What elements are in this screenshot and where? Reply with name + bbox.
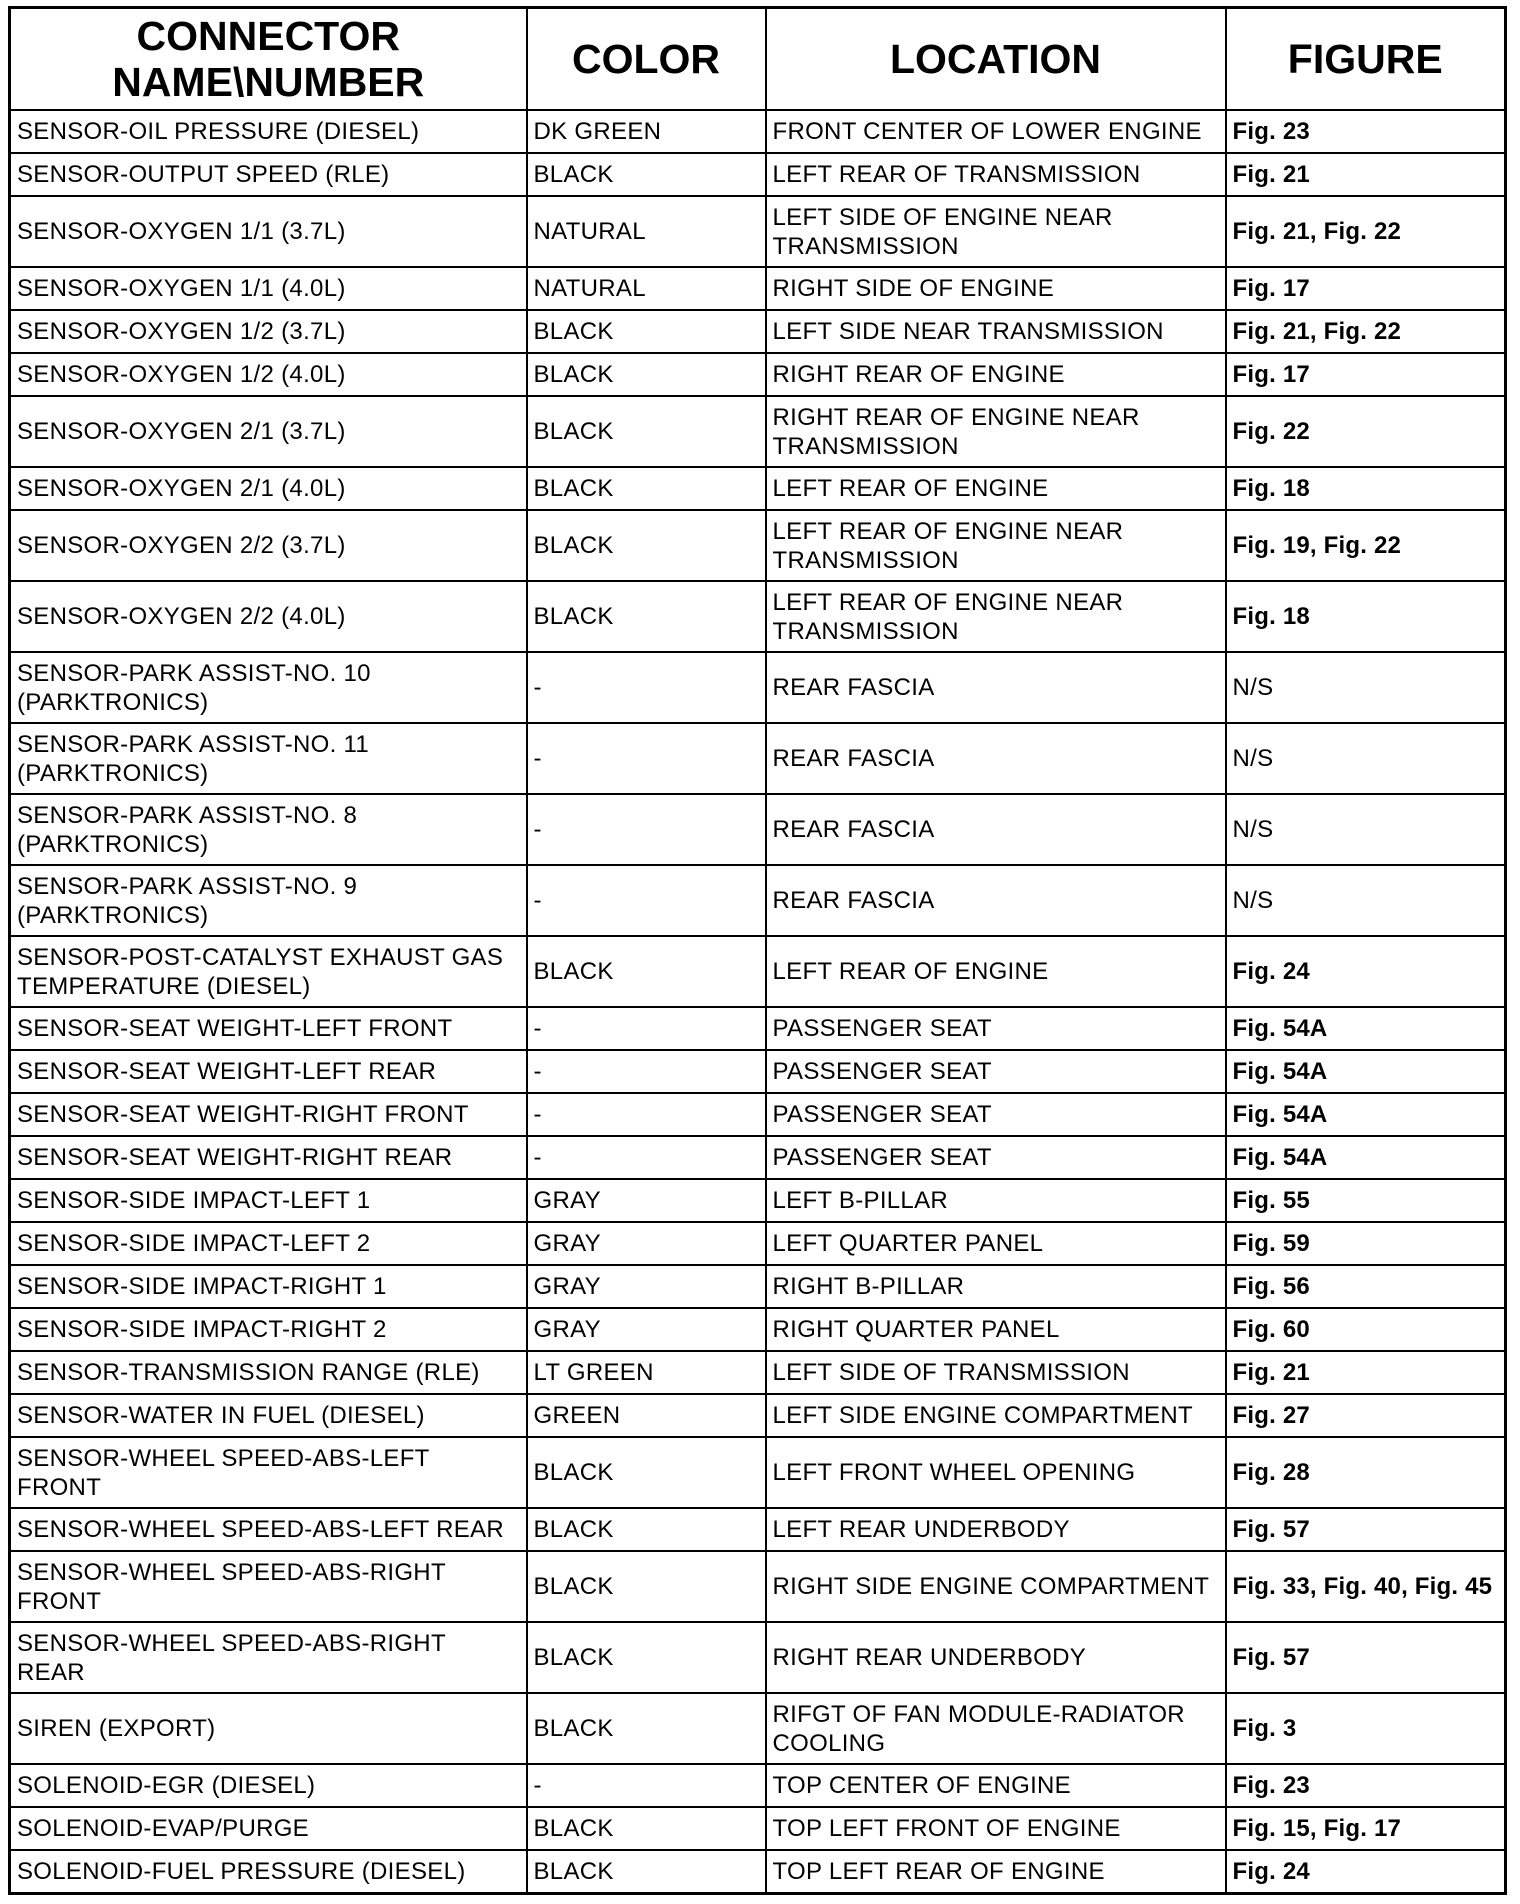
location-cell: PASSENGER SEAT: [766, 1007, 1226, 1050]
color-cell: DK GREEN: [527, 110, 766, 153]
color-cell: -: [527, 1136, 766, 1179]
color-cell: GREEN: [527, 1394, 766, 1437]
connector-name-cell: SENSOR-WHEEL SPEED-ABS-RIGHT REAR: [10, 1622, 527, 1693]
figure-cell: Fig. 21: [1226, 1351, 1506, 1394]
table-row: [10, 794, 1506, 865]
figure-cell: Fig. 60: [1226, 1308, 1506, 1351]
table-row: [10, 1437, 1506, 1508]
location-cell: LEFT SIDE OF ENGINE NEAR TRANSMISSION: [766, 196, 1226, 267]
color-cell: -: [527, 1093, 766, 1136]
table-row: [10, 1136, 1506, 1179]
header-row: [10, 8, 1506, 111]
figure-cell: Fig. 21, Fig. 22: [1226, 310, 1506, 353]
figure-cell: Fig. 57: [1226, 1622, 1506, 1693]
location-cell: LEFT FRONT WHEEL OPENING: [766, 1437, 1226, 1508]
figure-cell: N/S: [1226, 865, 1506, 936]
connector-name-cell: SOLENOID-FUEL PRESSURE (DIESEL): [10, 1850, 527, 1894]
header-connector-line2: NAME\NUMBER: [112, 59, 425, 105]
location-cell: REAR FASCIA: [766, 723, 1226, 794]
color-cell: BLACK: [527, 1693, 766, 1764]
header-figure: FIGURE: [1226, 8, 1506, 111]
header-connector: [10, 8, 527, 111]
color-cell: GRAY: [527, 1308, 766, 1351]
figure-cell: Fig. 56: [1226, 1265, 1506, 1308]
connector-name-cell: SENSOR-OUTPUT SPEED (RLE): [10, 153, 527, 196]
location-cell: RIGHT QUARTER PANEL: [766, 1308, 1226, 1351]
table-row: [10, 1007, 1506, 1050]
location-cell: PASSENGER SEAT: [766, 1136, 1226, 1179]
figure-cell: Fig. 27: [1226, 1394, 1506, 1437]
location-cell: RIGHT SIDE OF ENGINE: [766, 267, 1226, 310]
color-cell: -: [527, 865, 766, 936]
color-cell: BLACK: [527, 467, 766, 510]
connector-name-cell: SENSOR-SIDE IMPACT-RIGHT 2: [10, 1308, 527, 1351]
location-cell: RIFGT OF FAN MODULE-RADIATOR COOLING: [766, 1693, 1226, 1764]
header-location: LOCATION: [766, 8, 1226, 111]
location-cell: RIGHT SIDE ENGINE COMPARTMENT: [766, 1551, 1226, 1622]
connector-name-cell: SENSOR-OXYGEN 2/1 (3.7L): [10, 396, 527, 467]
figure-cell: Fig. 59: [1226, 1222, 1506, 1265]
figure-cell: Fig. 21, Fig. 22: [1226, 196, 1506, 267]
color-cell: BLACK: [527, 1551, 766, 1622]
table-row: [10, 153, 1506, 196]
table-row: [10, 865, 1506, 936]
table-row: [10, 1850, 1506, 1894]
color-cell: -: [527, 1007, 766, 1050]
color-cell: BLACK: [527, 353, 766, 396]
connector-name-cell: SENSOR-POST-CATALYST EXHAUST GAS TEMPERATURE (DIESEL): [10, 936, 527, 1007]
table-row: [10, 1050, 1506, 1093]
location-cell: RIGHT B-PILLAR: [766, 1265, 1226, 1308]
connector-name-cell: SENSOR-SEAT WEIGHT-LEFT REAR: [10, 1050, 527, 1093]
location-cell: LEFT REAR OF TRANSMISSION: [766, 153, 1226, 196]
connector-name-cell: SENSOR-OXYGEN 2/2 (4.0L): [10, 581, 527, 652]
color-cell: BLACK: [527, 1437, 766, 1508]
color-cell: NATURAL: [527, 196, 766, 267]
table-row: [10, 1551, 1506, 1622]
color-cell: -: [527, 1764, 766, 1807]
table-row: [10, 1622, 1506, 1693]
table-row: [10, 1179, 1506, 1222]
location-cell: FRONT CENTER OF LOWER ENGINE: [766, 110, 1226, 153]
location-cell: REAR FASCIA: [766, 865, 1226, 936]
connector-name-cell: SENSOR-SIDE IMPACT-LEFT 2: [10, 1222, 527, 1265]
connector-name-cell: SENSOR-OXYGEN 1/2 (4.0L): [10, 353, 527, 396]
figure-cell: Fig. 24: [1226, 1850, 1506, 1894]
connector-name-cell: SENSOR-SEAT WEIGHT-LEFT FRONT: [10, 1007, 527, 1050]
color-cell: BLACK: [527, 153, 766, 196]
header-color: COLOR: [527, 8, 766, 111]
location-cell: LEFT REAR OF ENGINE: [766, 467, 1226, 510]
connector-name-cell: SENSOR-OXYGEN 2/2 (3.7L): [10, 510, 527, 581]
location-cell: TOP LEFT REAR OF ENGINE: [766, 1850, 1226, 1894]
figure-cell: Fig. 54A: [1226, 1007, 1506, 1050]
table-row: [10, 396, 1506, 467]
table-row: [10, 353, 1506, 396]
table-row: [10, 1351, 1506, 1394]
color-cell: LT GREEN: [527, 1351, 766, 1394]
table-row: [10, 723, 1506, 794]
location-cell: LEFT B-PILLAR: [766, 1179, 1226, 1222]
table-row: [10, 1308, 1506, 1351]
connector-name-cell: SENSOR-PARK ASSIST-NO. 9 (PARKTRONICS): [10, 865, 527, 936]
color-cell: -: [527, 652, 766, 723]
location-cell: LEFT REAR OF ENGINE: [766, 936, 1226, 1007]
connector-name-cell: SENSOR-WHEEL SPEED-ABS-RIGHT FRONT: [10, 1551, 527, 1622]
figure-cell: Fig. 19, Fig. 22: [1226, 510, 1506, 581]
figure-cell: Fig. 15, Fig. 17: [1226, 1807, 1506, 1850]
figure-cell: Fig. 54A: [1226, 1050, 1506, 1093]
location-cell: RIGHT REAR UNDERBODY: [766, 1622, 1226, 1693]
figure-cell: Fig. 55: [1226, 1179, 1506, 1222]
table-row: [10, 510, 1506, 581]
figure-cell: Fig. 22: [1226, 396, 1506, 467]
location-cell: LEFT SIDE OF TRANSMISSION: [766, 1351, 1226, 1394]
table-row: [10, 1764, 1506, 1807]
color-cell: BLACK: [527, 581, 766, 652]
table-row: [10, 1807, 1506, 1850]
table-row: [10, 1265, 1506, 1308]
connector-name-cell: SENSOR-OXYGEN 1/1 (4.0L): [10, 267, 527, 310]
connector-name-cell: SENSOR-TRANSMISSION RANGE (RLE): [10, 1351, 527, 1394]
location-cell: LEFT REAR OF ENGINE NEAR TRANSMISSION: [766, 510, 1226, 581]
color-cell: BLACK: [527, 1508, 766, 1551]
connector-name-cell: SENSOR-WHEEL SPEED-ABS-LEFT REAR: [10, 1508, 527, 1551]
location-cell: TOP CENTER OF ENGINE: [766, 1764, 1226, 1807]
location-cell: TOP LEFT FRONT OF ENGINE: [766, 1807, 1226, 1850]
location-cell: LEFT REAR OF ENGINE NEAR TRANSMISSION: [766, 581, 1226, 652]
location-cell: RIGHT REAR OF ENGINE: [766, 353, 1226, 396]
connector-name-cell: SENSOR-PARK ASSIST-NO. 11 (PARKTRONICS): [10, 723, 527, 794]
location-cell: LEFT SIDE ENGINE COMPARTMENT: [766, 1394, 1226, 1437]
figure-cell: Fig. 24: [1226, 936, 1506, 1007]
color-cell: -: [527, 794, 766, 865]
figure-cell: N/S: [1226, 652, 1506, 723]
location-cell: LEFT REAR UNDERBODY: [766, 1508, 1226, 1551]
figure-cell: Fig. 3: [1226, 1693, 1506, 1764]
table-row: [10, 310, 1506, 353]
figure-cell: Fig. 54A: [1226, 1136, 1506, 1179]
figure-cell: N/S: [1226, 723, 1506, 794]
location-cell: LEFT QUARTER PANEL: [766, 1222, 1226, 1265]
color-cell: BLACK: [527, 310, 766, 353]
header-connector-line1: CONNECTOR: [136, 13, 400, 59]
table-row: [10, 110, 1506, 153]
connector-name-cell: SENSOR-OXYGEN 2/1 (4.0L): [10, 467, 527, 510]
table-row: [10, 652, 1506, 723]
table-row: [10, 581, 1506, 652]
figure-cell: Fig. 33, Fig. 40, Fig. 45: [1226, 1551, 1506, 1622]
table-row: [10, 1222, 1506, 1265]
figure-cell: Fig. 17: [1226, 267, 1506, 310]
color-cell: -: [527, 1050, 766, 1093]
location-cell: REAR FASCIA: [766, 794, 1226, 865]
connector-name-cell: SENSOR-OIL PRESSURE (DIESEL): [10, 110, 527, 153]
connector-name-cell: SIREN (EXPORT): [10, 1693, 527, 1764]
table-row: [10, 467, 1506, 510]
connector-table: [8, 6, 1507, 1895]
location-cell: PASSENGER SEAT: [766, 1093, 1226, 1136]
color-cell: NATURAL: [527, 267, 766, 310]
table-row: [10, 1508, 1506, 1551]
connector-table-container: [8, 6, 1507, 1895]
connector-name-cell: SENSOR-SEAT WEIGHT-RIGHT FRONT: [10, 1093, 527, 1136]
figure-cell: Fig. 18: [1226, 467, 1506, 510]
connector-name-cell: SOLENOID-EVAP/PURGE: [10, 1807, 527, 1850]
figure-cell: Fig. 18: [1226, 581, 1506, 652]
connector-name-cell: SOLENOID-EGR (DIESEL): [10, 1764, 527, 1807]
table-row: [10, 1093, 1506, 1136]
figure-cell: Fig. 21: [1226, 153, 1506, 196]
connector-name-cell: SENSOR-PARK ASSIST-NO. 10 (PARKTRONICS): [10, 652, 527, 723]
color-cell: BLACK: [527, 1622, 766, 1693]
color-cell: BLACK: [527, 1850, 766, 1894]
color-cell: GRAY: [527, 1265, 766, 1308]
figure-cell: Fig. 57: [1226, 1508, 1506, 1551]
color-cell: BLACK: [527, 936, 766, 1007]
location-cell: RIGHT REAR OF ENGINE NEAR TRANSMISSION: [766, 396, 1226, 467]
color-cell: GRAY: [527, 1222, 766, 1265]
connector-name-cell: SENSOR-WATER IN FUEL (DIESEL): [10, 1394, 527, 1437]
table-row: [10, 196, 1506, 267]
connector-name-cell: SENSOR-SIDE IMPACT-LEFT 1: [10, 1179, 527, 1222]
location-cell: PASSENGER SEAT: [766, 1050, 1226, 1093]
location-cell: REAR FASCIA: [766, 652, 1226, 723]
connector-name-cell: SENSOR-SIDE IMPACT-RIGHT 1: [10, 1265, 527, 1308]
figure-cell: N/S: [1226, 794, 1506, 865]
color-cell: BLACK: [527, 1807, 766, 1850]
connector-name-cell: SENSOR-PARK ASSIST-NO. 8 (PARKTRONICS): [10, 794, 527, 865]
connector-name-cell: SENSOR-SEAT WEIGHT-RIGHT REAR: [10, 1136, 527, 1179]
table-row: [10, 936, 1506, 1007]
color-cell: GRAY: [527, 1179, 766, 1222]
table-row: [10, 1693, 1506, 1764]
table-row: [10, 1394, 1506, 1437]
connector-name-cell: SENSOR-OXYGEN 1/1 (3.7L): [10, 196, 527, 267]
color-cell: BLACK: [527, 510, 766, 581]
location-cell: LEFT SIDE NEAR TRANSMISSION: [766, 310, 1226, 353]
figure-cell: Fig. 23: [1226, 1764, 1506, 1807]
figure-cell: Fig. 17: [1226, 353, 1506, 396]
connector-name-cell: SENSOR-OXYGEN 1/2 (3.7L): [10, 310, 527, 353]
color-cell: -: [527, 723, 766, 794]
figure-cell: Fig. 54A: [1226, 1093, 1506, 1136]
figure-cell: Fig. 23: [1226, 110, 1506, 153]
table-row: [10, 267, 1506, 310]
connector-name-cell: SENSOR-WHEEL SPEED-ABS-LEFT FRONT: [10, 1437, 527, 1508]
figure-cell: Fig. 28: [1226, 1437, 1506, 1508]
color-cell: BLACK: [527, 396, 766, 467]
